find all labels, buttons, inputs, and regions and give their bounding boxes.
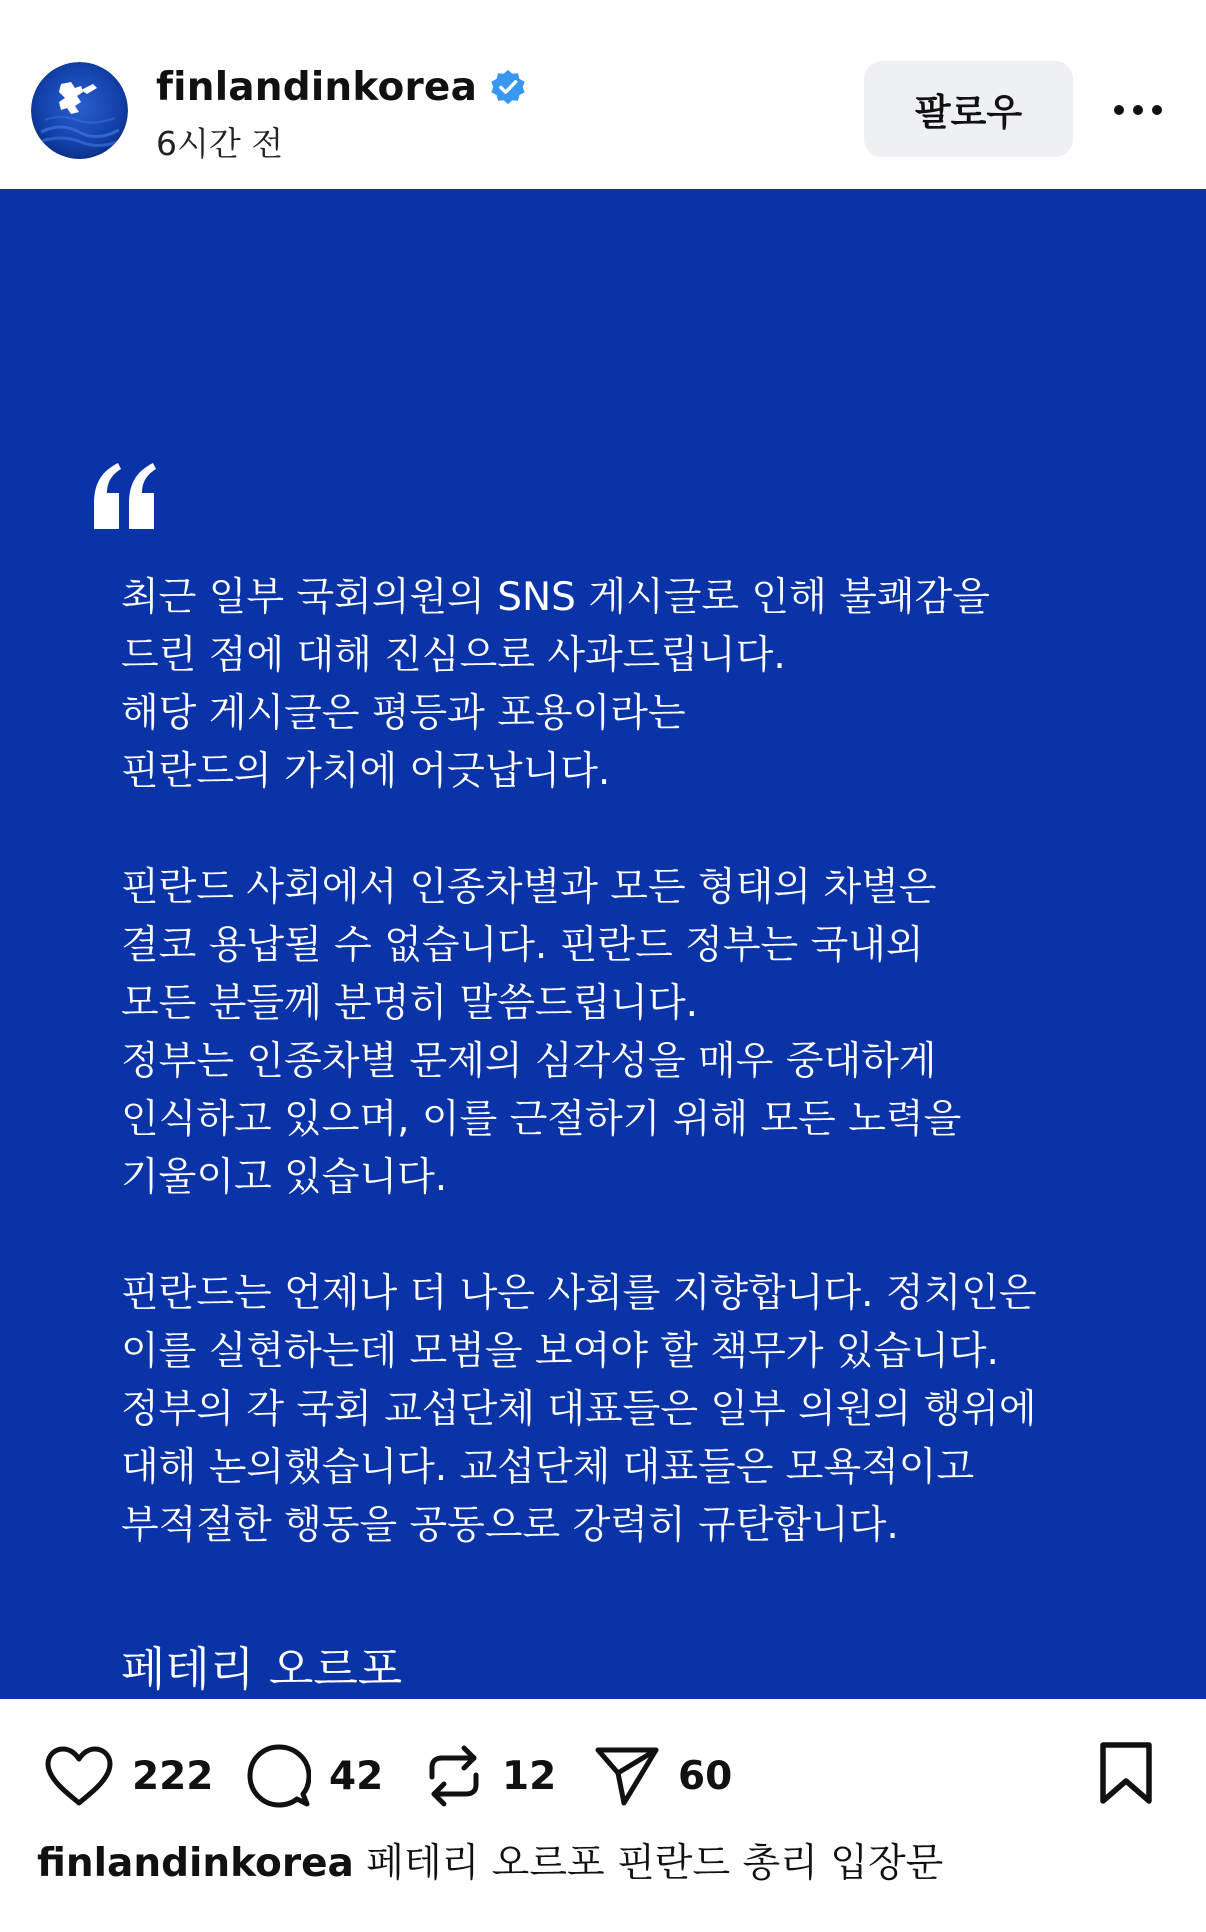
username[interactable]: finlandinkorea [156, 64, 478, 110]
action-bar [0, 1699, 1206, 1835]
verified-badge-icon [489, 68, 527, 106]
statement-line: 드린 점에 대해 진심으로 사과드립니다. [121, 633, 786, 678]
repost-button[interactable] [424, 1741, 556, 1811]
statement-line: 인식하고 있으며, 이를 근절하기 위해 모든 노력을 [121, 1097, 962, 1142]
statement-paragraph-2 [121, 859, 1121, 1207]
post-caption [37, 1838, 943, 1890]
statement-line: 핀란드는 언제나 더 나은 사회를 지향합니다. 정치인은 [121, 1271, 1037, 1316]
more-dot [1152, 105, 1162, 115]
statement-line: 모든 분들께 분명히 말씀드립니다. [121, 981, 699, 1026]
statement-line: 핀란드의 가치에 어긋납니다. [121, 749, 611, 794]
caption-text: 페테리 오르포 핀란드 총리 입장문 [366, 1841, 944, 1886]
profile-avatar[interactable] [31, 62, 128, 159]
statement-line: 기울이고 있습니다. [121, 1155, 448, 1200]
statement-text [121, 569, 1121, 1613]
more-dot [1114, 105, 1124, 115]
post-header [0, 0, 1206, 189]
more-dot [1133, 105, 1143, 115]
quotation-mark-icon [90, 459, 158, 533]
share-count: 60 [678, 1753, 733, 1799]
repost-icon [424, 1743, 484, 1809]
save-button[interactable] [1098, 1741, 1160, 1811]
finland-lion-emblem-icon [31, 62, 128, 159]
statement-line: 정부는 인종차별 문제의 심각성을 매우 중대하게 [121, 1039, 937, 1084]
more-options-icon[interactable] [1108, 92, 1168, 128]
signature-title: 핀란드 총리 [121, 1711, 302, 1751]
like-count: 222 [132, 1753, 214, 1799]
statement-line: 부적절한 행동을 공동으로 강력히 규탄합니다. [121, 1503, 899, 1548]
repost-count: 12 [502, 1753, 557, 1799]
caption-username[interactable]: finlandinkorea [37, 1841, 354, 1886]
signature-name: 페테리 오르포 [121, 1642, 403, 1696]
statement-paragraph-1 [121, 569, 1121, 801]
follow-button[interactable]: 팔로우 [864, 61, 1073, 157]
comment-count: 42 [329, 1753, 384, 1799]
send-paper-plane-icon [594, 1745, 660, 1807]
post-timestamp: 6시간 전 [156, 124, 284, 163]
statement-line: 해당 게시글은 평등과 포용이라는 [121, 691, 686, 736]
account-info [156, 62, 527, 165]
statement-line: 핀란드 사회에서 인종차별과 모든 형태의 차별은 [121, 865, 937, 910]
statement-line: 결코 용납될 수 없습니다. 핀란드 정부는 국내외 [121, 923, 924, 968]
comment-button[interactable] [247, 1741, 383, 1811]
statement-line: 정부의 각 국회 교섭단체 대표들은 일부 의원의 행위에 [121, 1387, 1037, 1432]
statement-paragraph-3 [121, 1265, 1121, 1555]
statement-line: 이를 실현하는데 모범을 보여야 할 책무가 있습니다. [121, 1329, 999, 1374]
post-image-statement[interactable] [0, 189, 1206, 1751]
bookmark-icon [1098, 1741, 1154, 1805]
comment-bubble-icon [247, 1744, 311, 1808]
statement-line: 대해 논의했습니다. 교섭단체 대표들은 모욕적이고 [121, 1445, 975, 1490]
statement-line: 최근 일부 국회의원의 SNS 게시글로 인해 불쾌감을 [121, 575, 990, 620]
share-button[interactable] [594, 1741, 732, 1811]
heart-icon [44, 1745, 114, 1807]
like-button[interactable] [44, 1741, 213, 1811]
